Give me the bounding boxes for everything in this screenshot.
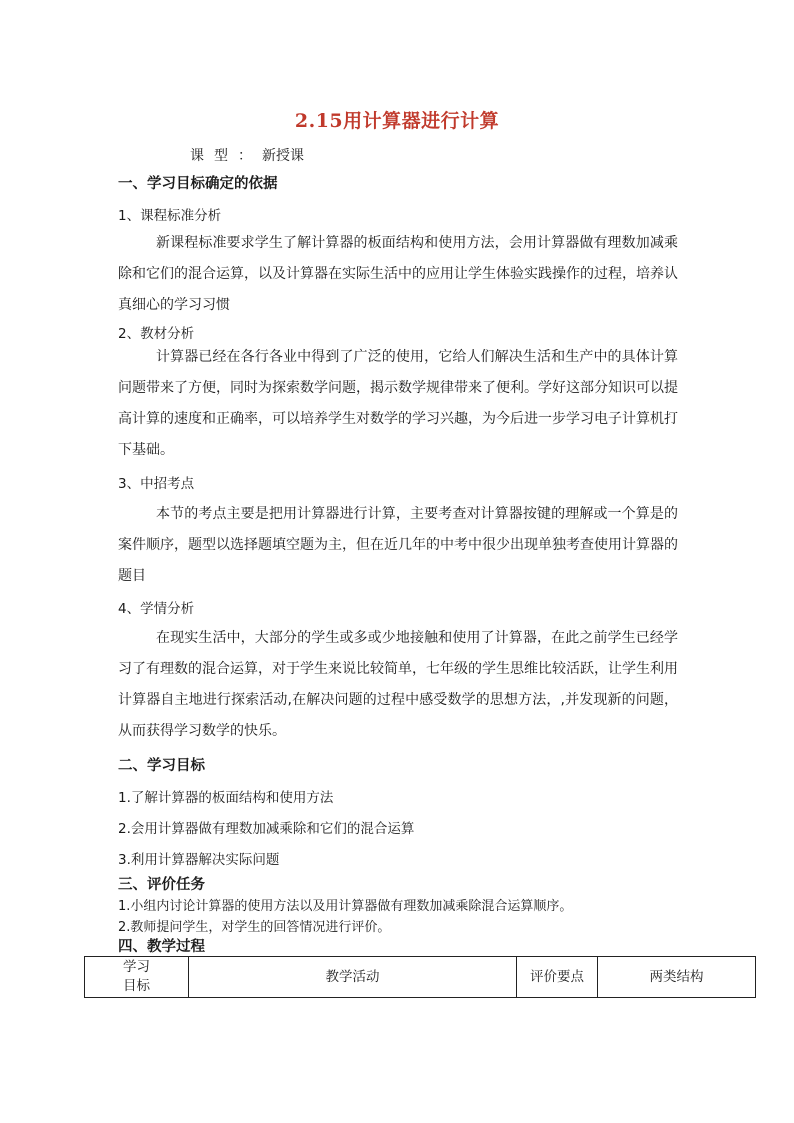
section-1-2-heading: 2、教材分析 xyxy=(118,326,195,342)
section-3-heading: 三、评价任务 xyxy=(118,877,205,893)
section-1-1-heading: 1、课程标准分析 xyxy=(118,208,222,224)
learning-goal-2: 2.会用计算器做有理数加减乘除和它们的混合运算 xyxy=(118,821,415,837)
section-1-1-paragraph: 新课程标准要求学生了解计算器的板面结构和使用方法，会用计算器做有理数加减乘除和它们的混合运算，以及计算器在实际生活中的应用让学生体验实践操作的过程，培养认真细心的学习习惯 xyxy=(118,235,678,313)
header-learning-goal xyxy=(85,957,189,998)
header-two-structures: 两类结构 xyxy=(598,957,756,998)
section-1-heading: 一、学习目标确定的依据 xyxy=(118,176,278,192)
learning-goal-1: 1.了解计算器的板面结构和使用方法 xyxy=(118,790,334,806)
header-evaluation-points: 评价要点 xyxy=(517,957,598,998)
lesson-type-label: 课型： xyxy=(190,148,262,164)
section-4-heading: 四、教学过程 xyxy=(118,939,205,955)
evaluation-task-1: 1.小组内讨论计算器的使用方法以及用计算器做有理数加减乘除混合运算顺序。 xyxy=(118,899,573,914)
learning-goal-3: 3.利用计算器解决实际问题 xyxy=(118,852,280,868)
evaluation-task-2: 2.教师提问学生，对学生的回答情况进行评价。 xyxy=(118,920,391,935)
table-header-row xyxy=(85,957,756,998)
section-1-4-heading: 4、学情分析 xyxy=(118,601,195,617)
lesson-type-value: 新授课 xyxy=(262,148,304,164)
section-1-2-paragraph: 计算器已经在各行各业中得到了广泛的使用，它给人们解决生活和生产中的具体计算问题带来了方便，同时为探索数学问题，揭示数学规律带来了便利。学好这部分知识可以提高计算的速度和正确率，可以培养学生对数学的学习兴趣，为今后进一步学习电子计算机打下基础。 xyxy=(118,349,678,458)
header-teaching-activity: 教学活动 xyxy=(189,957,517,998)
document-title: 2.15用计算器进行计算 xyxy=(294,110,500,132)
teaching-process-table xyxy=(84,956,756,998)
header-learning-goal-line1: 学习 xyxy=(123,959,150,975)
section-1-3-paragraph: 本节的考点主要是把用计算器进行计算，主要考查对计算器按键的理解或一个算是的案件顺序，题型以选择题填空题为主，但在近几年的中考中很少出现单独考查使用计算器的题目 xyxy=(118,506,678,584)
header-learning-goal-line2: 目标 xyxy=(123,978,150,994)
section-2-heading: 二、学习目标 xyxy=(118,758,205,774)
section-1-4-paragraph: 在现实生活中，大部分的学生或多或少地接触和使用了计算器，在此之前学生已经学习了有理数的混合运算，对于学生来说比较简单，七年级的学生思维比较活跃，让学生利用计算器自主地进行探索活动,在解决问题的过程中感受数学的思想方法，,并发现新的问题，从而获得学习数学的快乐。 xyxy=(118,630,678,739)
lesson-type xyxy=(190,145,304,165)
section-1-3-heading: 3、中招考点 xyxy=(118,476,195,492)
